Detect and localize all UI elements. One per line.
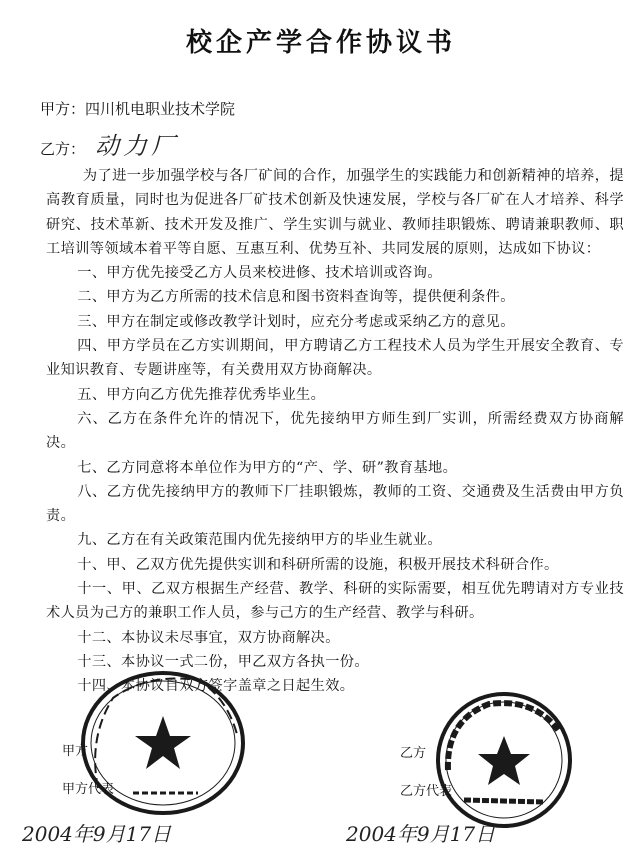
- clause-11: 十一、甲、乙双方根据生产经营、教学、科研的实际需要，相互优先聘请对方专业技术人员为己方的兼职工作人员，参与己方的生产经营、教学与科研。: [46, 581, 624, 622]
- clause-3: 三、甲方在制定或修改教学计划时，应充分考虑或采纳乙方的意见。: [77, 313, 515, 330]
- clause-4: 四、甲方学员在乙方实训期间，甲方聘请乙方工程技术人员为学生开展安全教育、专业知识教育、专题讲座等，有关费用双方协商解决。: [46, 338, 624, 379]
- party-b-date: 2004年9月17日: [346, 822, 496, 846]
- clause-6: 六、乙方在条件允许的情况下，优先接纳甲方师生到厂实训，所需经费双方协商解决。: [46, 410, 624, 452]
- clause-13: 十三、本协议一式二份，甲乙双方各执一份。: [77, 653, 369, 670]
- party-a-date: 2004年9月17日: [22, 822, 172, 846]
- clause-1: 一、甲方优先接受乙方人员来校进修、技术培训或咨询。: [77, 265, 442, 282]
- party-b-sign-label: 乙方: [400, 746, 427, 761]
- clause-7: 七、乙方同意将本单位作为甲方的“产、学、研”教育基地。: [77, 459, 458, 476]
- party-b-line: [40, 126, 179, 161]
- party-a-rep-label: 甲方代表: [62, 782, 115, 797]
- clause-14: 十四、本协议自双方签字盖章之日起生效。: [77, 678, 355, 695]
- clause-10: 十、甲、乙双方优先提供实训和科研所需的设施，积极开展技术科研合作。: [77, 556, 559, 573]
- clause-9: 九、乙方在有关政策范围内优先接纳甲方的毕业生就业。: [77, 532, 442, 549]
- clause-5: 五、甲方向乙方优先推荐优秀毕业生。: [77, 386, 326, 403]
- party-a-sign-label: 甲方: [62, 744, 89, 759]
- agreement-body: [46, 164, 624, 699]
- clause-12: 十二、本协议未尽事宜，双方协商解决。: [77, 629, 340, 646]
- party-a-line: 甲方：四川机电职业技术学院: [40, 100, 236, 118]
- party-b-handwritten-name: 动力厂: [95, 132, 180, 160]
- clause-2: 二、甲方为乙方所需的技术信息和图书资料查询等，提供便利条件。: [77, 289, 515, 306]
- document-title: 校企产学合作协议书: [185, 28, 456, 58]
- party-b-rep-label: 乙方代表: [400, 784, 453, 799]
- party-b-label: 乙方：: [40, 140, 86, 158]
- party-b-seal: [434, 690, 574, 830]
- intro-paragraph: 为了进一步加强学校与各厂矿间的合作，加强学生的实践能力和创新精神的培养，提高教育质量，同时也为促进各厂矿技术创新及快速发展，学校与各厂矿在人才培养、科学研究、技术革新、技术开发及推广、学生实训与就业、教师挂职锻炼、聘请兼职教师、职工培训等领域本着平等自愿、互惠互利、优势互补、共同发展的原则，达成如下协议：: [46, 168, 624, 257]
- clause-8: 八、乙方优先接纳甲方的教师下厂挂职锻炼，教师的工资、交通费及生活费由甲方负责。: [46, 483, 624, 525]
